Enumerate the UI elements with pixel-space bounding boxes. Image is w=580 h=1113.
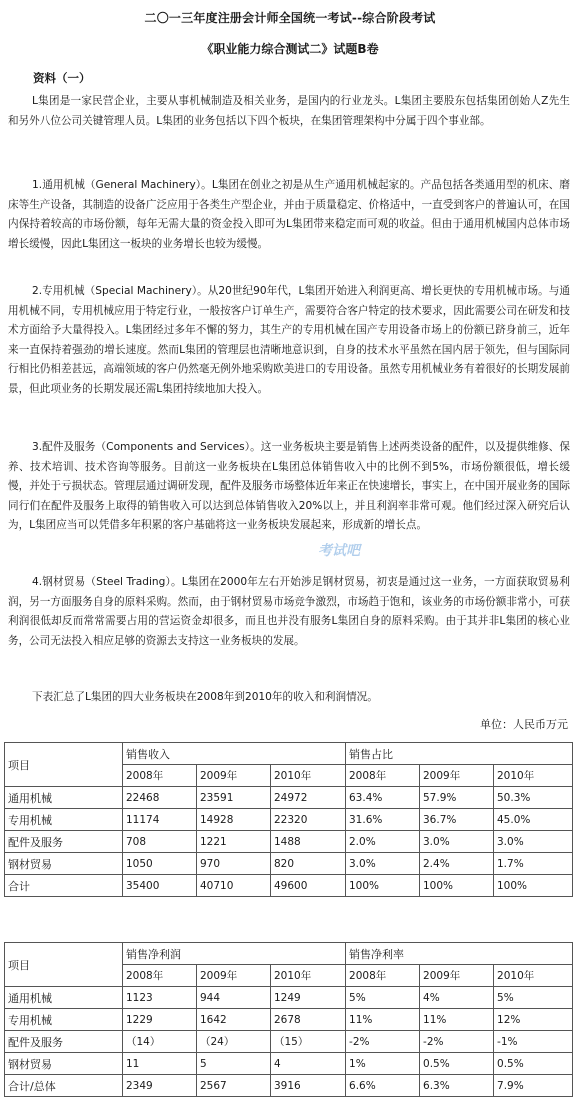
table-cell: 11174 [123,809,197,831]
table-cell: 5% [346,987,420,1009]
table-intro-text: 下表汇总了L集团的四大业务板块在2008年到2010年的收入和利润情况。 [32,691,378,703]
table-cell: 7.9% [494,1075,573,1097]
table-row [5,1075,573,1097]
table-cell: 50.3% [494,787,573,809]
table-cell: 24972 [271,787,346,809]
table-cell: 708 [123,831,197,853]
table-cell: 1.7% [494,853,573,875]
table-cell: 1488 [271,831,346,853]
table-cell: 35400 [123,875,197,897]
row-label: 钢材贸易 [5,1053,123,1075]
table-cell: 22320 [271,809,346,831]
year-header: 2008年 [123,965,197,987]
row-label: 钢材贸易 [5,853,123,875]
table-cell: 49600 [271,875,346,897]
year-header: 2008年 [123,765,197,787]
components-services-paragraph: 3.配件及服务（Components and Services）。这一业务板块主要是销售上述两类设备的配件，以及提供维修、保养、技术培训、技术咨询等服务。目前这一业务板块在L集团总体销售收入中的比例不到5%，市场份额很低，增长缓慢，并处于亏损状态。管理层通过调研发现，配件及服务市场整体近年来正在快速增长，事实上，在中国开展业务的国际同行们在配件及服务上取得的销售收入可以达到总体销售收入20%以上，并且利润率非常可观。他们经过深入研究后认为，L集团应当可以凭借多年积累的客户基础将这一业务板块发展起来，形成新的增长点。 [8,441,570,532]
table-cell: -2% [420,1031,494,1053]
table-cell: 100% [346,875,420,897]
table-cell: 0.5% [494,1053,573,1075]
table-cell: 22468 [123,787,197,809]
year-header: 2010年 [494,965,573,987]
table-row [5,809,573,831]
table-header-sales-revenue: 销售收入 [123,743,346,765]
watermark-logo: 考试吧 [318,543,360,559]
year-header: 2009年 [197,765,271,787]
year-header: 2009年 [420,965,494,987]
steel-trading-paragraph: 4.钢材贸易（Steel Trading）。L集团在2000年左右开始涉足钢材贸易，初衷是通过这一业务，一方面获取贸易利润，另一方面服务自身的原料采购。然而，由于钢材贸易市场竞争激烈，市场趋于饱和，该业务的市场份额非常小，可获利润很低却反而常常需要占用的营运资金却很多，而且也并没有服务L集团自身的原料采购。由于其并非L集团的核心业务，公司无法投入相应足够的资源去支持这一业务板块的发展。 [8,576,570,647]
table-row [5,987,573,1009]
table-cell: 2678 [271,1009,346,1031]
table-cell: 2567 [197,1075,271,1097]
table-header-item: 项目 [5,743,123,787]
table-cell: 944 [197,987,271,1009]
document-subtitle: 《职业能力综合测试二》试题B卷 [201,42,379,56]
row-label: 通用机械 [5,787,123,809]
row-label: 配件及服务 [5,831,123,853]
row-label: 合计/总体 [5,1075,123,1097]
table-row [5,1031,573,1053]
year-header: 2010年 [271,765,346,787]
year-header: 2009年 [420,765,494,787]
table-cell: 63.4% [346,787,420,809]
revenue-table [4,742,573,897]
table-cell: 1229 [123,1009,197,1031]
year-header: 2010年 [494,765,573,787]
table-header-sales-share: 销售占比 [346,743,573,765]
table-cell: （15） [271,1031,346,1053]
table-cell: 40710 [197,875,271,897]
table-cell: 3916 [271,1075,346,1097]
table-cell: 1% [346,1053,420,1075]
row-label: 专用机械 [5,809,123,831]
year-header: 2009年 [197,965,271,987]
table-cell: -1% [494,1031,573,1053]
row-label: 合计 [5,875,123,897]
document-title: 二〇一三年度注册会计师全国统一考试--综合阶段考试 [144,11,436,25]
table-row [5,1053,573,1075]
table-cell: 1249 [271,987,346,1009]
table-cell: 12% [494,1009,573,1031]
table-cell: 970 [197,853,271,875]
table-cell: 57.9% [420,787,494,809]
table-cell: 1221 [197,831,271,853]
table-cell: 6.3% [420,1075,494,1097]
row-label: 专用机械 [5,1009,123,1031]
table-row [5,787,573,809]
table-cell: 0.5% [420,1053,494,1075]
table-cell: 2349 [123,1075,197,1097]
intro-paragraph: L集团是一家民营企业，主要从事机械制造及相关业务，是国内的行业龙头。L集团主要股东包括集团创始人Z先生和另外八位公司关键管理人员。L集团的业务包括以下四个板块，在集团管理架构中分属于四个事业部。 [8,95,570,127]
table-row [5,1009,573,1031]
table-row [5,875,573,897]
table-cell: 6.6% [346,1075,420,1097]
table-header-item: 项目 [5,943,123,987]
row-label: 通用机械 [5,987,123,1009]
table-cell: 100% [494,875,573,897]
unit-label: 单位：人民币万元 [480,718,568,731]
table-cell: （24） [197,1031,271,1053]
table-header-net-margin: 销售净利率 [346,943,573,965]
table-cell: 5% [494,987,573,1009]
table-cell: 100% [420,875,494,897]
table-cell: 36.7% [420,809,494,831]
table-cell: （14） [123,1031,197,1053]
table-cell: 23591 [197,787,271,809]
table-row [5,831,573,853]
table-cell: 5 [197,1053,271,1075]
table-row [5,853,573,875]
table-cell: 1123 [123,987,197,1009]
table-cell: 3.0% [494,831,573,853]
year-header: 2008年 [346,965,420,987]
table-cell: 1642 [197,1009,271,1031]
table-header-net-profit: 销售净利润 [123,943,346,965]
table-cell: -2% [346,1031,420,1053]
table-cell: 4% [420,987,494,1009]
table-cell: 14928 [197,809,271,831]
table-cell: 2.0% [346,831,420,853]
table-cell: 2.4% [420,853,494,875]
table-cell: 11 [123,1053,197,1075]
special-machinery-paragraph: 2.专用机械（Special Machinery）。从20世纪90年代，L集团开始进入利润更高、增长更快的专用机械市场。与通用机械不同，专用机械应用于特定行业，一般按客户订单生产，需要符合客户特定的技术要求，因此需要公司在研发和技术方面给予大量得投入。L集团经过多年不懈的努力，其生产的专用机械在国产专用设备市场上的份额已跻身前三，近年来一直保持着强劲的增长速度。然而L集团的管理层也清晰地意识到，自身的技术水平虽然在国内居于领先，但与国际同行相比仍相差甚远，高端领域的客户仍然毫无例外地采购欧美进口的专用设备。虽然专用机械业务有着很好的长期发展前景，但此项业务的长期发展还需L集团持续地加大投入。 [8,285,570,395]
table-cell: 4 [271,1053,346,1075]
table-cell: 11% [346,1009,420,1031]
table-cell: 820 [271,853,346,875]
general-machinery-paragraph: 1.通用机械（General Machinery）。L集团在创业之初是从生产通用机械起家的。产品包括各类通用型的机床、磨床等生产设备，其制造的设备广泛应用于各类生产型企业，并由于质量稳定、价格适中，一直受到客户的普遍认可，在国内保持着较高的市场份额，每年无需大量的资金投入即可为L集团带来稳定而可观的收益。但由于通用机械国内总体市场增长缓慢，因此L集团这一板块的业务增长也较为缓慢。 [8,179,570,250]
year-header: 2010年 [271,965,346,987]
section-label: 资料（一） [33,71,91,85]
profit-table [4,942,573,1097]
table-cell: 45.0% [494,809,573,831]
table-cell: 11% [420,1009,494,1031]
table-cell: 31.6% [346,809,420,831]
row-label: 配件及服务 [5,1031,123,1053]
table-cell: 3.0% [420,831,494,853]
year-header: 2008年 [346,765,420,787]
table-cell: 3.0% [346,853,420,875]
table-cell: 1050 [123,853,197,875]
